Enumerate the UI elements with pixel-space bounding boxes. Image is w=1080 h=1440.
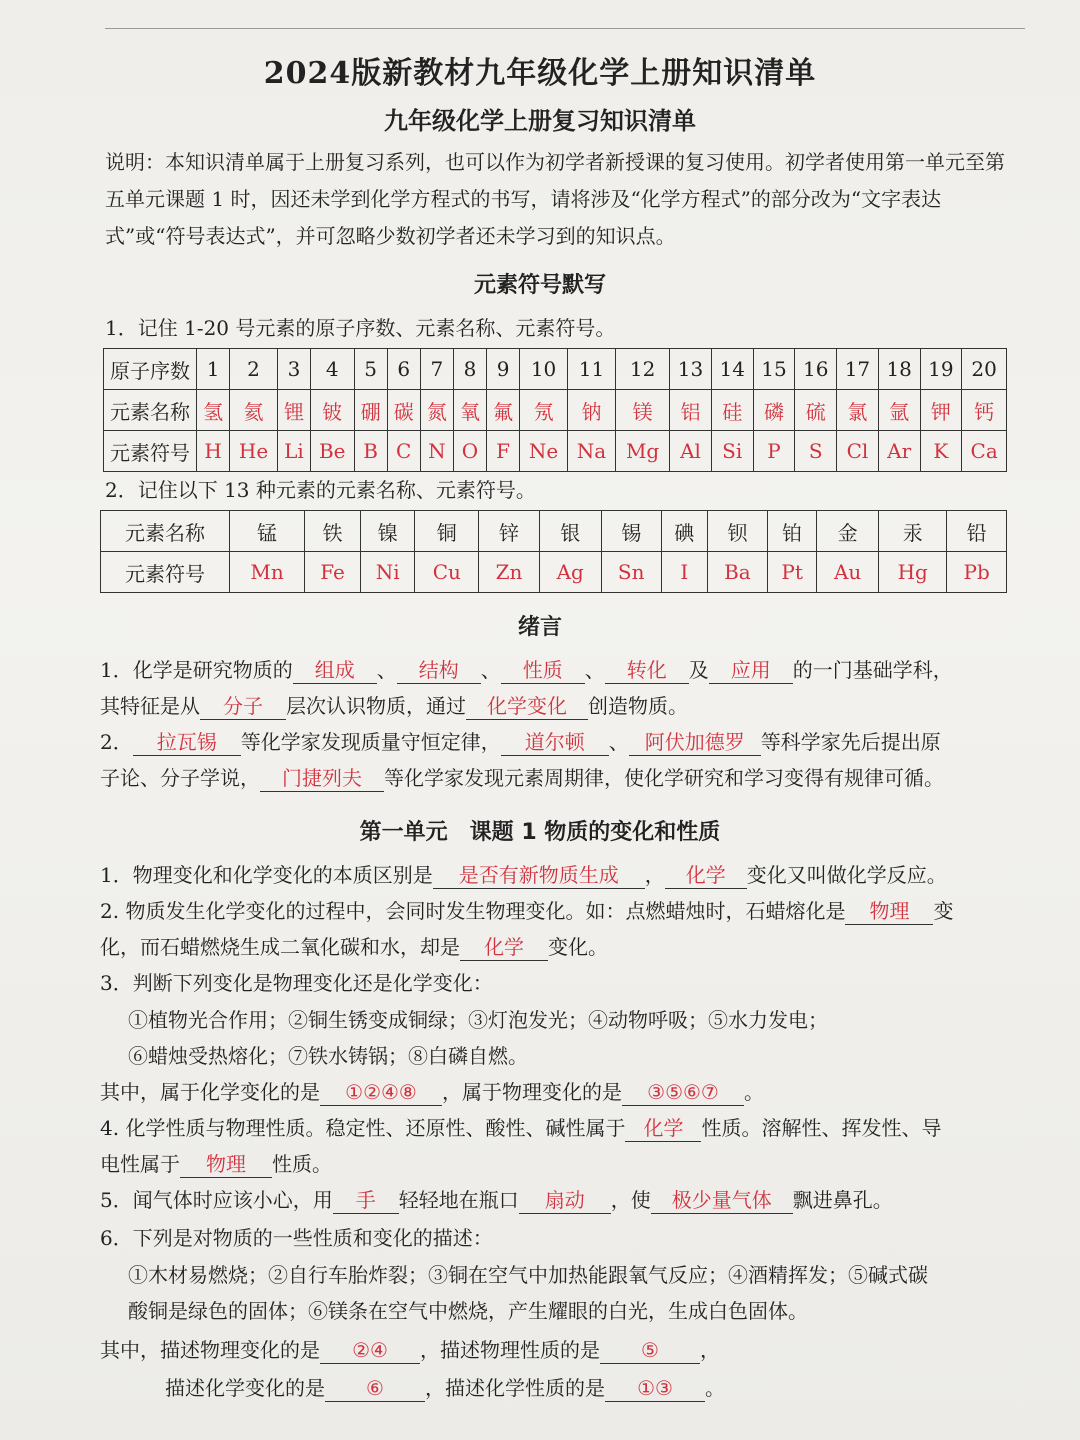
answer-blank: 扇动 [519, 1187, 611, 1214]
atomic-number-cell: 12 [616, 349, 670, 390]
element-symbol-cell: H [197, 431, 230, 472]
element-symbol-cell: Mn [230, 552, 305, 593]
answer-blank: 化学变化 [466, 693, 588, 720]
atomic-number-cell: 11 [568, 349, 616, 390]
text: 层次认识物质，通过 [286, 694, 466, 718]
element-symbol-cell: He [230, 431, 278, 472]
text: 变化又叫做化学反应。 [746, 863, 947, 887]
page-subtitle: 九年级化学上册复习知识清单 [384, 107, 696, 135]
text: 4. 化学性质与物理性质。稳定性、还原性、酸性、碱性属于 [100, 1116, 626, 1140]
element-symbol-cell: Ar [878, 431, 920, 472]
element-name-cell: 氩 [878, 390, 920, 431]
row-label: 元素符号 [101, 552, 230, 593]
element-symbol-cell: C [387, 431, 420, 472]
atomic-number-cell: 10 [520, 349, 568, 390]
answer-blank: 应用 [709, 657, 793, 684]
atomic-number-cell: 13 [670, 349, 712, 390]
text: ， [644, 863, 665, 887]
elements-q1: 1．记住 1-20 号元素的原子序数、元素名称、元素符号。 [105, 316, 616, 340]
preface-line-2 [100, 688, 1025, 724]
text: 、 [480, 658, 501, 682]
answer-blank: 道尔顿 [501, 729, 609, 756]
row-element-symbol [104, 431, 1007, 472]
row-label: 元素名称 [101, 511, 230, 552]
answer-blank: ①③ [605, 1375, 705, 1402]
answer-blank: 阿伏加德罗 [629, 729, 761, 756]
answer-blank: ⑥ [325, 1375, 425, 1402]
atomic-number-cell: 15 [753, 349, 795, 390]
text: 变 [933, 899, 954, 923]
element-name-cell: 金 [817, 511, 879, 552]
answer-blank: 化学 [665, 862, 747, 889]
atomic-number-cell: 17 [837, 349, 879, 390]
unit1-line-8 [100, 1110, 1025, 1146]
text: 2. 物质发生化学变化的过程中，会同时发生物理变化。如：点燃蜡烛时，石蜡熔化是 [100, 899, 846, 923]
answer-blank: ①②④⑧ [320, 1079, 442, 1106]
element-symbol-cell: Au [817, 552, 879, 593]
row-label: 原子序数 [104, 349, 197, 390]
answer-blank: 结构 [397, 657, 481, 684]
element-name-cell: 氧 [453, 390, 486, 431]
text: 2． [100, 730, 133, 754]
element-name-cell: 铁 [305, 511, 361, 552]
text: 其中，属于化学变化的是 [100, 1080, 320, 1104]
element-name-cell: 硫 [795, 390, 837, 431]
text: 创造物质。 [588, 694, 688, 718]
atomic-number-cell: 9 [487, 349, 520, 390]
text: 、 [376, 658, 397, 682]
text: 5．闻气体时应该小心，用 [100, 1188, 333, 1212]
atomic-number-cell: 4 [311, 349, 354, 390]
answer-blank: 化学 [625, 1115, 701, 1142]
row-atomic-number [104, 349, 1007, 390]
unit1-line-11: 6．下列是对物质的一些性质和变化的描述： [100, 1226, 493, 1250]
unit1-line-4: 3．判断下列变化是物理变化还是化学变化： [100, 971, 493, 995]
text: 1．物理变化和化学变化的本质区别是 [100, 863, 433, 887]
text: 、 [608, 730, 629, 754]
text: ，属于物理变化的是 [442, 1080, 622, 1104]
element-name-cell: 铅 [947, 511, 1007, 552]
element-symbol-cell: Cu [415, 552, 479, 593]
answer-blank: ③⑤⑥⑦ [622, 1079, 744, 1106]
element-symbol-cell: S [795, 431, 837, 472]
element-name-cell: 钙 [962, 390, 1007, 431]
element-symbol-cell: Pt [768, 552, 817, 593]
element-symbol-cell: Pb [947, 552, 1007, 593]
answer-blank: 物理 [845, 898, 933, 925]
element-symbol-cell: Ag [539, 552, 601, 593]
answer-blank: 转化 [605, 657, 689, 684]
text: ，描述物理性质的是 [420, 1338, 600, 1362]
text: 等化学家发现质量守恒定律， [240, 730, 501, 754]
answer-blank: 分子 [200, 693, 286, 720]
atomic-number-cell: 3 [277, 349, 310, 390]
preface-line-3 [100, 724, 1025, 760]
atomic-number-cell: 16 [795, 349, 837, 390]
atomic-number-cell: 6 [387, 349, 420, 390]
page-title: 2024版新教材九年级化学上册知识清单 [263, 56, 817, 91]
element-symbol-cell: K [920, 431, 962, 472]
atomic-number-cell: 14 [711, 349, 753, 390]
element-name-cell: 铂 [768, 511, 817, 552]
text: 轻轻地在瓶口 [398, 1188, 519, 1212]
atomic-number-cell: 20 [962, 349, 1007, 390]
element-name-cell: 钡 [707, 511, 767, 552]
element-symbol-cell: N [420, 431, 453, 472]
text: 。 [705, 1376, 725, 1400]
element-name-cell: 氯 [837, 390, 879, 431]
element-name-cell: 硅 [711, 390, 753, 431]
element-name-cell: 铝 [670, 390, 712, 431]
text: 等科学家先后提出原 [760, 730, 941, 754]
unit1-line-9 [100, 1146, 1025, 1182]
text: 描述化学变化的是 [165, 1376, 325, 1400]
elements-q2: 2．记住以下 13 种元素的元素名称、元素符号。 [105, 478, 536, 502]
element-symbol-cell: I [661, 552, 707, 593]
row-element-symbol [101, 552, 1007, 593]
element-symbol-cell: Mg [616, 431, 670, 472]
row-element-name [104, 390, 1007, 431]
text: 飘进鼻孔。 [792, 1188, 893, 1212]
atomic-number-cell: 1 [197, 349, 230, 390]
element-symbol-cell: Ca [962, 431, 1007, 472]
preface-heading: 绪言 [517, 615, 562, 640]
text: 性质。溶解性、挥发性、导 [701, 1116, 942, 1140]
element-symbol-cell: Ni [361, 552, 415, 593]
unit1-line-3 [100, 929, 1025, 965]
unit1-line-14 [100, 1332, 1025, 1368]
element-symbol-cell: Cl [837, 431, 879, 472]
element-symbol-cell: Na [568, 431, 616, 472]
element-symbol-cell: Si [711, 431, 753, 472]
answer-blank: 是否有新物质生成 [433, 862, 645, 889]
element-name-cell: 锡 [601, 511, 661, 552]
element-symbol-cell: Ne [520, 431, 568, 472]
text: ，描述化学性质的是 [425, 1376, 605, 1400]
text: 化，而石蜡燃烧生成二氧化碳和水，却是 [100, 935, 460, 959]
atomic-number-cell: 5 [354, 349, 387, 390]
text: 变化。 [548, 935, 608, 959]
intro-paragraph: 说明：本知识清单属于上册复习系列，也可以作为初学者新授课的复习使用。初学者使用第一单元至第五单元课题 1 时，因还未学到化学方程式的书写，请将涉及“化学方程式”的部分改为“文字表达式”或“符号表达式”，并可忽略少数初学者还未学习到的知识点。 [105, 150, 1005, 248]
element-symbol-cell: B [354, 431, 387, 472]
elements-table-13 [100, 510, 1007, 593]
atomic-number-cell: 7 [420, 349, 453, 390]
atomic-number-cell: 18 [878, 349, 920, 390]
answer-blank: 化学 [460, 934, 548, 961]
answer-blank: 拉瓦锡 [133, 729, 241, 756]
unit1-line-12: ①木材易燃烧；②自行车胎炸裂；③铜在空气中加热能跟氧气反应；④酒精挥发；⑤碱式碳 [128, 1263, 928, 1287]
element-symbol-cell: Sn [601, 552, 661, 593]
element-name-cell: 镍 [361, 511, 415, 552]
text: 。 [744, 1080, 764, 1104]
element-symbol-cell: Hg [879, 552, 947, 593]
element-name-cell: 铜 [415, 511, 479, 552]
element-name-cell: 钾 [920, 390, 962, 431]
element-name-cell: 硼 [354, 390, 387, 431]
element-symbol-cell: P [753, 431, 795, 472]
element-name-cell: 银 [539, 511, 601, 552]
element-name-cell: 磷 [753, 390, 795, 431]
answer-blank: 物理 [180, 1151, 272, 1178]
element-name-cell: 碘 [661, 511, 707, 552]
unit1-line-1 [100, 857, 1025, 893]
element-name-cell: 汞 [879, 511, 947, 552]
text: 等化学家发现元素周期律，使化学研究和学习变得有规律可循。 [384, 766, 944, 790]
element-name-cell: 氢 [197, 390, 230, 431]
text: 其特征是从 [100, 694, 200, 718]
top-rule [105, 28, 1025, 29]
unit1-line-7 [100, 1074, 1025, 1110]
element-symbol-cell: Al [670, 431, 712, 472]
text: ， [700, 1338, 720, 1362]
unit1-line-5: ①植物光合作用；②铜生锈变成铜绿；③灯泡发光；④动物呼吸；⑤水力发电； [128, 1008, 828, 1032]
element-name-cell: 氮 [420, 390, 453, 431]
unit1-line-2 [100, 893, 1025, 929]
element-symbol-cell: Ba [707, 552, 767, 593]
unit1-line-15 [165, 1370, 1080, 1406]
text: 、 [584, 658, 605, 682]
row-label: 元素名称 [104, 390, 197, 431]
preface-line-4 [100, 760, 1025, 796]
answer-blank: ②④ [320, 1337, 420, 1364]
text: 及 [688, 658, 709, 682]
element-symbol-cell: O [453, 431, 486, 472]
preface-line-1 [100, 652, 1025, 688]
element-name-cell: 锰 [230, 511, 305, 552]
answer-blank: 性质 [501, 657, 585, 684]
element-name-cell: 氖 [520, 390, 568, 431]
element-symbol-cell: Fe [305, 552, 361, 593]
text: 性质。 [272, 1152, 332, 1176]
element-name-cell: 锂 [277, 390, 310, 431]
answer-blank: 手 [333, 1187, 399, 1214]
text: 电性属于 [100, 1152, 180, 1176]
answer-blank: ⑤ [600, 1337, 700, 1364]
atomic-number-cell: 19 [920, 349, 962, 390]
text: ，使 [610, 1188, 651, 1212]
unit1-heading: 第一单元 课题 1 物质的变化和性质 [359, 820, 721, 845]
text: 其中，描述物理变化的是 [100, 1338, 320, 1362]
elements-heading: 元素符号默写 [473, 273, 606, 298]
element-symbol-cell: Li [277, 431, 310, 472]
elements-table-1-20 [103, 348, 1007, 472]
answer-blank: 门捷列夫 [260, 765, 384, 792]
text: 1．化学是研究物质的 [100, 658, 293, 682]
unit1-line-13: 酸铜是绿色的固体；⑥镁条在空气中燃烧，产生耀眼的白光，生成白色固体。 [128, 1299, 808, 1323]
answer-blank: 极少量气体 [651, 1187, 793, 1214]
element-name-cell: 锌 [479, 511, 540, 552]
element-symbol-cell: F [487, 431, 520, 472]
element-name-cell: 碳 [387, 390, 420, 431]
atomic-number-cell: 2 [230, 349, 278, 390]
row-element-name [101, 511, 1007, 552]
element-name-cell: 钠 [568, 390, 616, 431]
element-name-cell: 镁 [616, 390, 670, 431]
text: 子论、分子学说， [100, 766, 260, 790]
unit1-line-6: ⑥蜡烛受热熔化；⑦铁水铸锅；⑧白磷自燃。 [128, 1044, 528, 1068]
unit1-line-10 [100, 1182, 1025, 1218]
atomic-number-cell: 8 [453, 349, 486, 390]
row-label: 元素符号 [104, 431, 197, 472]
element-name-cell: 氦 [230, 390, 278, 431]
answer-blank: 组成 [293, 657, 377, 684]
element-symbol-cell: Zn [479, 552, 540, 593]
element-name-cell: 氟 [487, 390, 520, 431]
element-name-cell: 铍 [311, 390, 354, 431]
text: 的一门基础学科， [792, 658, 953, 682]
element-symbol-cell: Be [311, 431, 354, 472]
